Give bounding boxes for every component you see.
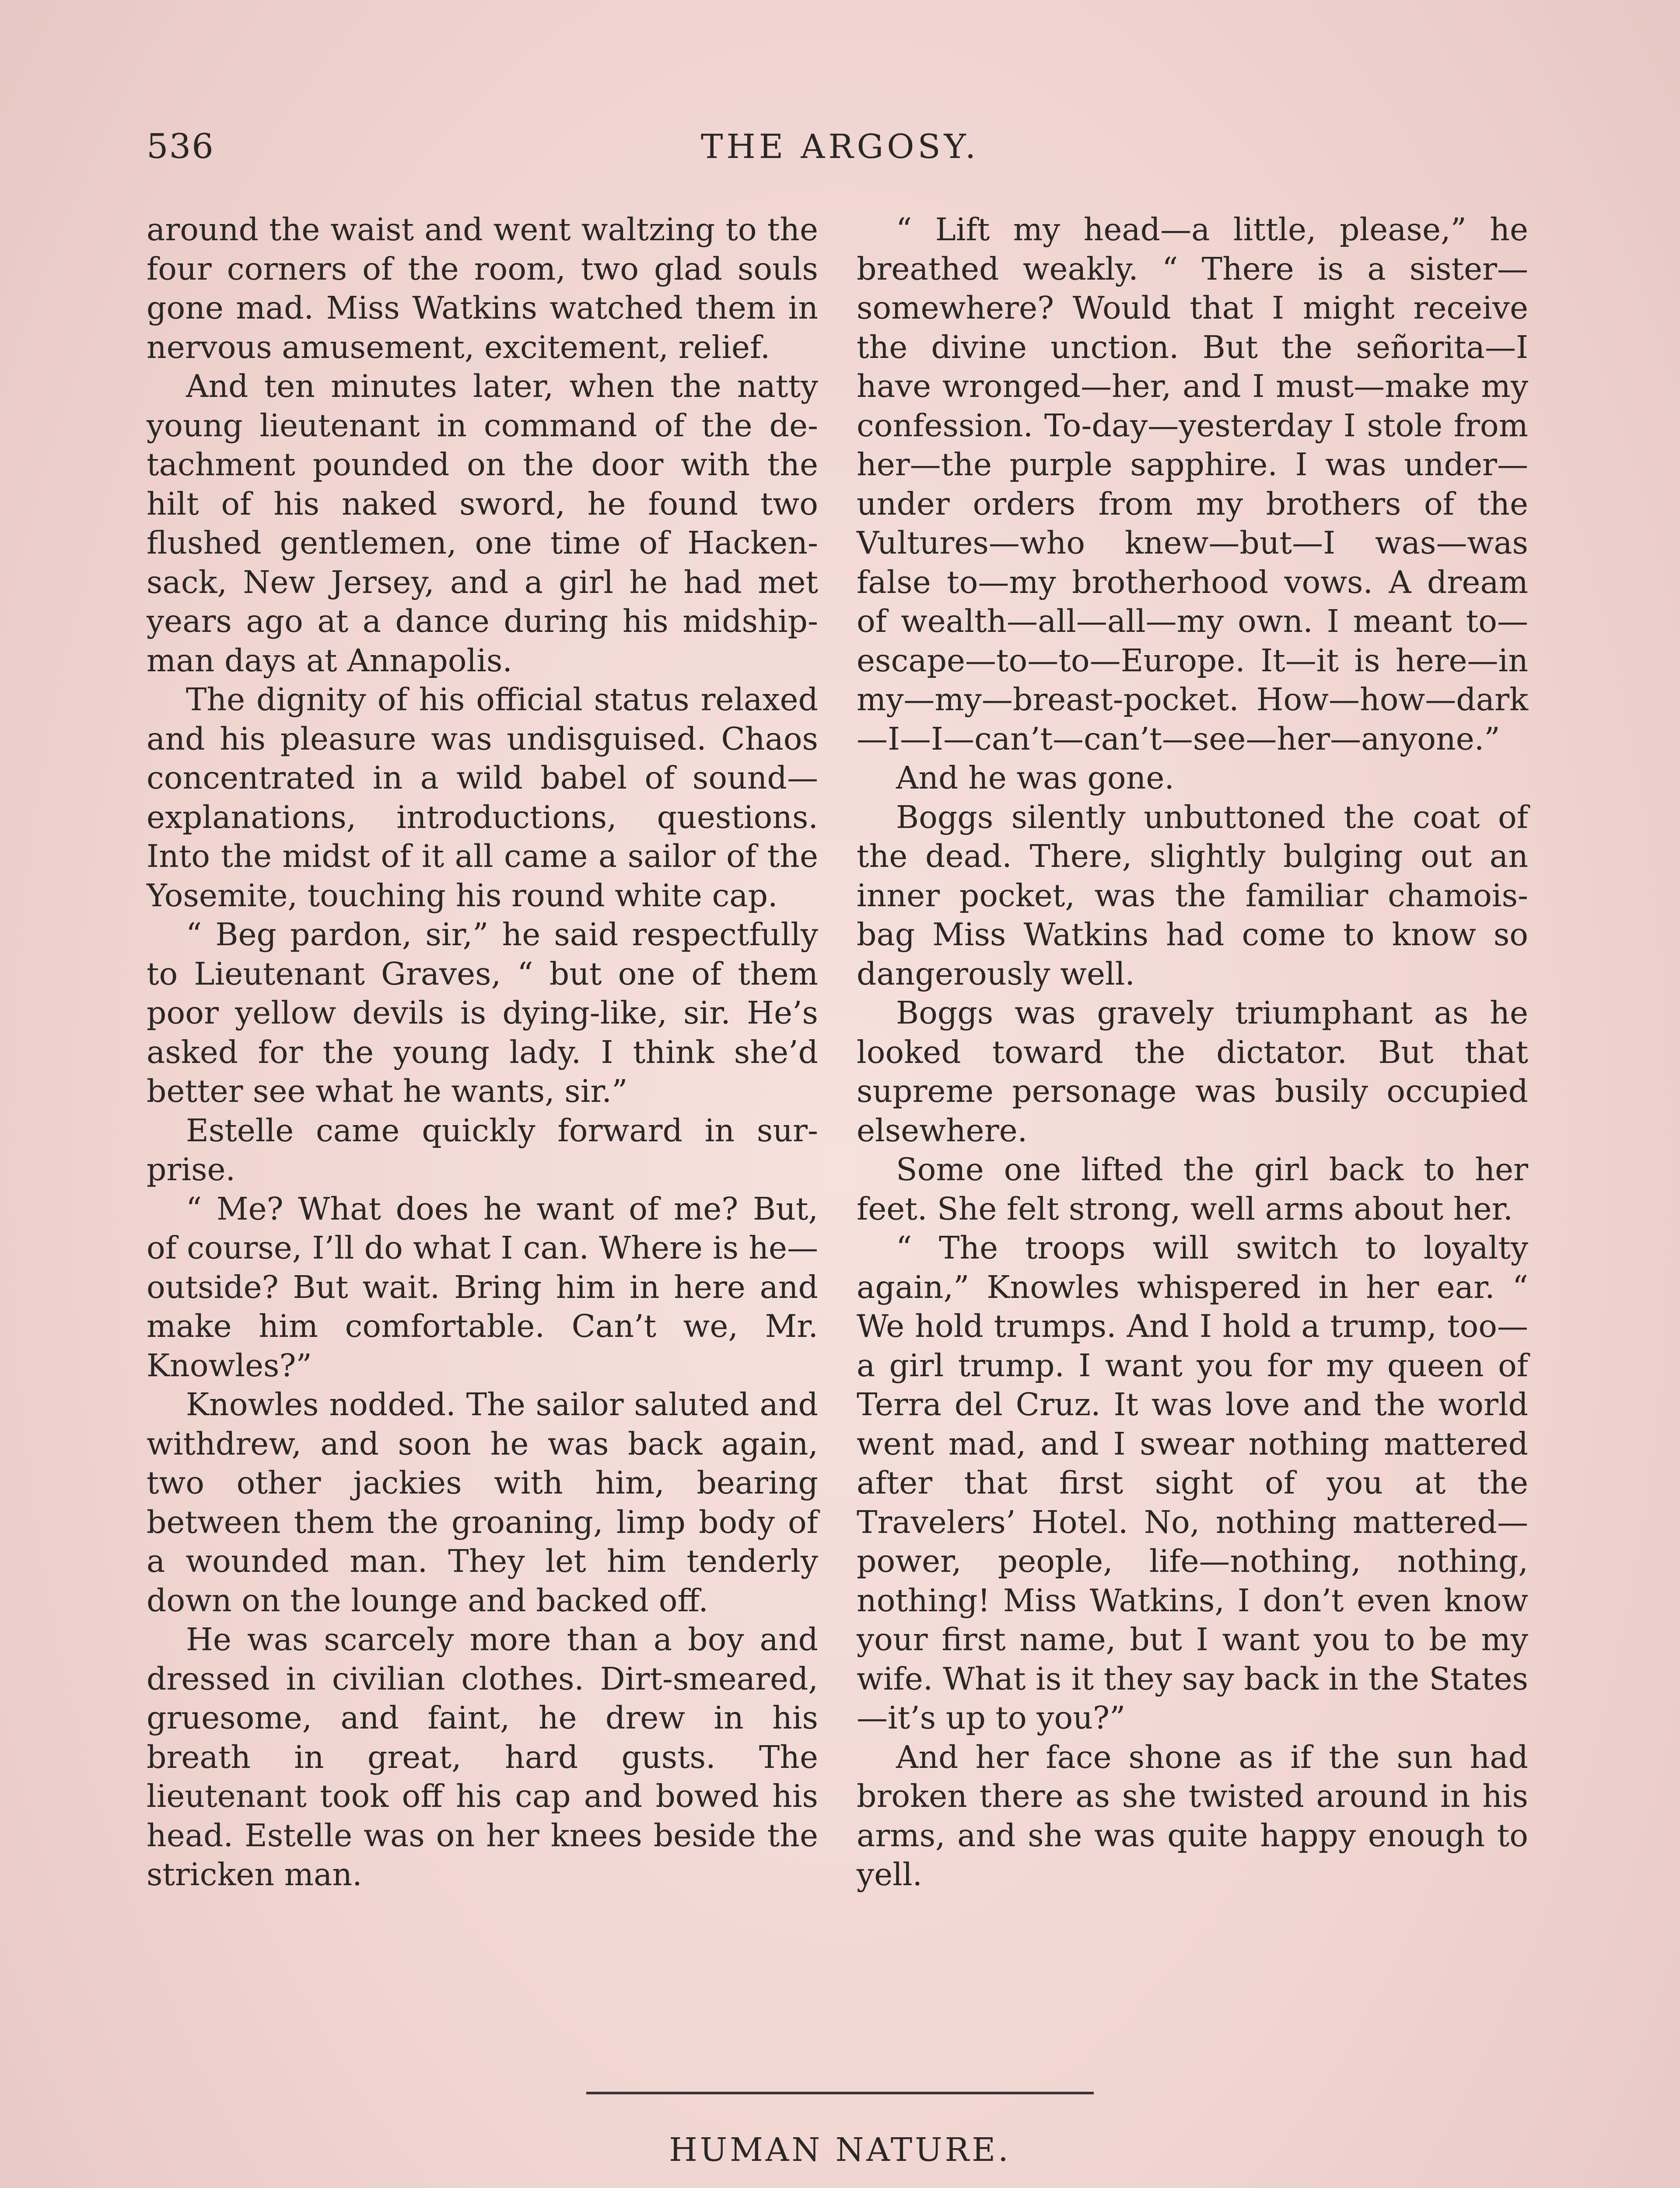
- paragraph: And he was gone.: [896, 760, 1174, 796]
- paragraph: Knowles nodded. The sailor saluted and withdrew, and soon he was back again, two other jackies with him, bearing between them the groaning, limp body of a wounded man. They let him tenderly down on the lounge and backed off.: [147, 1386, 818, 1619]
- paragraph: “ Beg pardon, sir,” he said respectfully to Lieutenant Graves, “ but one of them poor yellow devils is dying-like, sir. He’s asked for the young lady. I think she’d better see what he wants, sir.”: [147, 916, 818, 1109]
- paragraph: around the waist and went waltzing to the four corners of the room, two glad souls gone mad. Miss Watkins watched them in nervous amusement, excitement, relief.: [147, 211, 818, 365]
- paragraph: “ The troops will switch to loyalty again,” Knowles whispered in her ear. “ We hold trumps. And I hold a trump, too—a girl trump. I want you for my queen of Terra del Cruz. It was love and the world went mad, and I swear nothing mattered after that first sight of you at the Travelers’ Hotel. No, nothing mattered—power, people, life—nothing, nothing, nothing! Miss Watkins, I don’t even know your first name, but I want you to be my wife. What is it they say back in the States—it’s up to you?”: [857, 1230, 1528, 1736]
- left-column: [147, 210, 818, 1894]
- paragraph: Estelle came quickly forward in surprise.: [147, 1112, 818, 1188]
- paragraph: And her face shone as if the sun had broken there as she twisted around in his arms, and she was quite happy enough to yell.: [857, 1739, 1528, 1893]
- page-header: [147, 127, 1533, 175]
- page-number: 536: [147, 127, 214, 166]
- running-title: THE ARGOSY.: [700, 127, 980, 166]
- right-column: [857, 210, 1528, 1894]
- paragraph: And ten minutes later, when the natty young lieutenant in command of the detachment pounded on the door with the hilt of his naked sword, he found two flushed gentlemen, one time of Hackensack, New Jersey, and a girl he had met years ago at a dance during his midshipman days at Annapolis.: [147, 368, 818, 679]
- paragraph: The dignity of his official status relaxed and his pleasure was undisguised. Chaos concentrated in a wild babel of sound—explanations, introductions, questions. Into the midst of it all came a sailor of the Yosemite, touching his round white cap.: [147, 681, 818, 914]
- paragraph: “ Lift my head—a little, please,” he breathed weakly. “ There is a sister—somewhere? Would that I might receive the divine unction. But the señorita—I have wronged—her, and I must—make my confession. To-day—yesterday I stole from her—the purple sapphire. I was under—under orders from my brothers of the Vultures—who knew—but—I was—was false to—my brotherhood vows. A dream of wealth—all—all—my own. I meant to—escape—to—to—Europe. It—it is here—in my—my—breast-pocket. How—how—dark—I—I—can’t—can’t—see—her—anyone.”: [857, 211, 1528, 757]
- paragraph: Boggs was gravely triumphant as he looked toward the dictator. But that supreme personage was busily occupied elsewhere.: [857, 995, 1528, 1149]
- paragraph: Boggs silently unbuttoned the coat of the dead. There, slightly bulging out an inner pocket, was the familiar chamois-bag Miss Watkins had come to know so dangerously well.: [857, 799, 1528, 992]
- paragraph: He was scarcely more than a boy and dressed in civilian clothes. Dirt-smeared, gruesome, and faint, he drew in his breath in great, hard gusts. The lieutenant took off his cap and bowed his head. Estelle was on her knees beside the stricken man.: [147, 1621, 818, 1893]
- paragraph: Some one lifted the girl back to her feet. She felt strong, well arms about her.: [857, 1151, 1528, 1227]
- section-divider: [586, 2092, 1094, 2094]
- paragraph: “ Me? What does he want of me? But, of course, I’ll do what I can. Where is he—outside? But wait. Bring him in here and make him comfortable. Can’t we, Mr. Knowles?”: [147, 1190, 818, 1384]
- poem-title: HUMAN NATURE.: [669, 2131, 1011, 2169]
